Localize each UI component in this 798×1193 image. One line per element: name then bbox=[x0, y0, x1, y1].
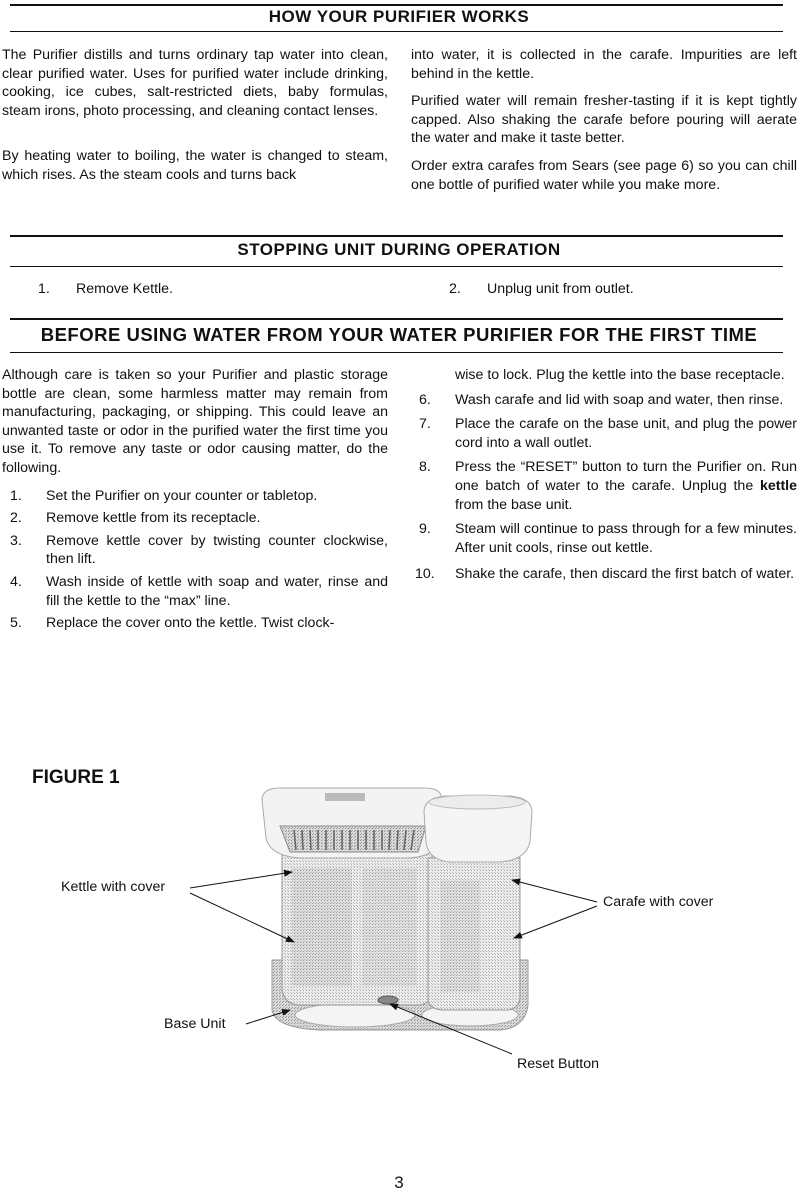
step-number: 5. bbox=[10, 615, 22, 632]
step-text: Shake the carafe, then discard the first batch of water. bbox=[455, 566, 795, 583]
step-number: 4. bbox=[10, 573, 22, 590]
paragraph: By heating water to boiling, the water is changed to steam, which rises. As the steam cools and turns back bbox=[2, 148, 388, 183]
step-number: 2. bbox=[449, 281, 461, 297]
callout-carafe-label: Carafe with cover bbox=[603, 894, 714, 910]
carafe-callout-line bbox=[514, 906, 597, 938]
step-text: Steam will continue to pass through for a few minutes. After unit cools, rinse out kettle. bbox=[455, 521, 797, 556]
figure-title: FIGURE 1 bbox=[32, 767, 120, 788]
step-text: Set the Purifier on your counter or tabletop. bbox=[46, 487, 318, 504]
carafe-callout-line bbox=[512, 880, 597, 902]
carafe-cover-top bbox=[429, 795, 525, 809]
callout-reset-label: Reset Button bbox=[517, 1056, 600, 1072]
carafe-window bbox=[440, 880, 480, 992]
step-text: Remove Kettle. bbox=[76, 281, 173, 297]
step-number: 3. bbox=[10, 532, 22, 549]
step-number: 9. bbox=[419, 521, 431, 538]
paragraph: Order extra carafes from Sears (see page 6) so you can chill one bottle of purified water while you make more. bbox=[411, 157, 797, 193]
step-number: 7. bbox=[419, 416, 431, 433]
callout-kettle-label: Kettle with cover bbox=[61, 879, 166, 895]
page-number: 3 bbox=[394, 1173, 404, 1192]
callout-base-label: Base Unit bbox=[164, 1016, 226, 1032]
step-text: wise to lock. Plug the kettle into the base receptacle. bbox=[455, 367, 785, 383]
step-number: 1. bbox=[10, 487, 22, 504]
paragraph: into water, it is collected in the carafe. Impurities are left behind in the kettle. bbox=[411, 47, 797, 82]
reset-button bbox=[378, 996, 398, 1004]
step-text-bold: kettle bbox=[759, 477, 797, 494]
kettle-callout-line bbox=[190, 872, 292, 888]
brand-plate bbox=[325, 793, 365, 801]
step-number: 1. bbox=[38, 281, 50, 297]
step-text: Wash inside of kettle with soap and water, rinse and fill the kettle to the “max” line. bbox=[46, 573, 388, 609]
section-heading-before-first-use: BEFORE USING WATER FROM YOUR WATER PURIFIER FOR THE FIRST TIME bbox=[40, 324, 758, 345]
step-text: Unplug unit from outlet. bbox=[487, 281, 634, 297]
intro-paragraph: Although care is taken so your Purifier and plastic storage bottle are clean, some harmless matter may remain from manufacturing, packaging, or shipping. This could leave an unwanted taste or odor in the purified water the first time you use it. To remove any taste or odor causing matter, do the following. bbox=[2, 367, 388, 476]
step-text-before: Press the “RESET” button to turn the Purifier on. Run one batch of water to the carafe. Unplug the bbox=[455, 459, 797, 494]
step-number: 8. bbox=[419, 459, 431, 476]
step-number: 10. bbox=[415, 566, 435, 583]
paragraph: Purified water will remain fresher-tasting if it is kept tightly capped. Also shaking the carafe before pouring will aerate the water and make it taste better. bbox=[411, 93, 797, 147]
kettle-window bbox=[362, 868, 417, 986]
step-text: Wash carafe and lid with soap and water, then rinse. bbox=[455, 391, 784, 408]
step-number: 2. bbox=[10, 510, 22, 527]
step-text: Place the carafe on the base unit, and plug the power cord into a wall outlet. bbox=[455, 416, 797, 451]
step-text-after: from the base unit. bbox=[455, 496, 573, 513]
step-text: Remove kettle from its receptacle. bbox=[46, 510, 261, 527]
section-heading-stopping-unit: STOPPING UNIT DURING OPERATION bbox=[237, 240, 561, 259]
step-number: 6. bbox=[419, 391, 431, 408]
step-text: Remove kettle cover by twisting counter clockwise, then lift. bbox=[46, 532, 388, 568]
paragraph: The Purifier distills and turns ordinary tap water into clean, clear purified water. Uses for purified water include drinking, cooking, ice cubes, salt-restricted diets, baby formulas, steam irons, photo processing, and cleaning contact lenses. bbox=[2, 47, 388, 119]
kettle-callout-line bbox=[190, 893, 294, 942]
step-text: Replace the cover onto the kettle. Twist clock- bbox=[46, 615, 335, 632]
kettle-window bbox=[292, 868, 352, 986]
section-heading-how-it-works: HOW YOUR PURIFIER WORKS bbox=[268, 7, 530, 26]
